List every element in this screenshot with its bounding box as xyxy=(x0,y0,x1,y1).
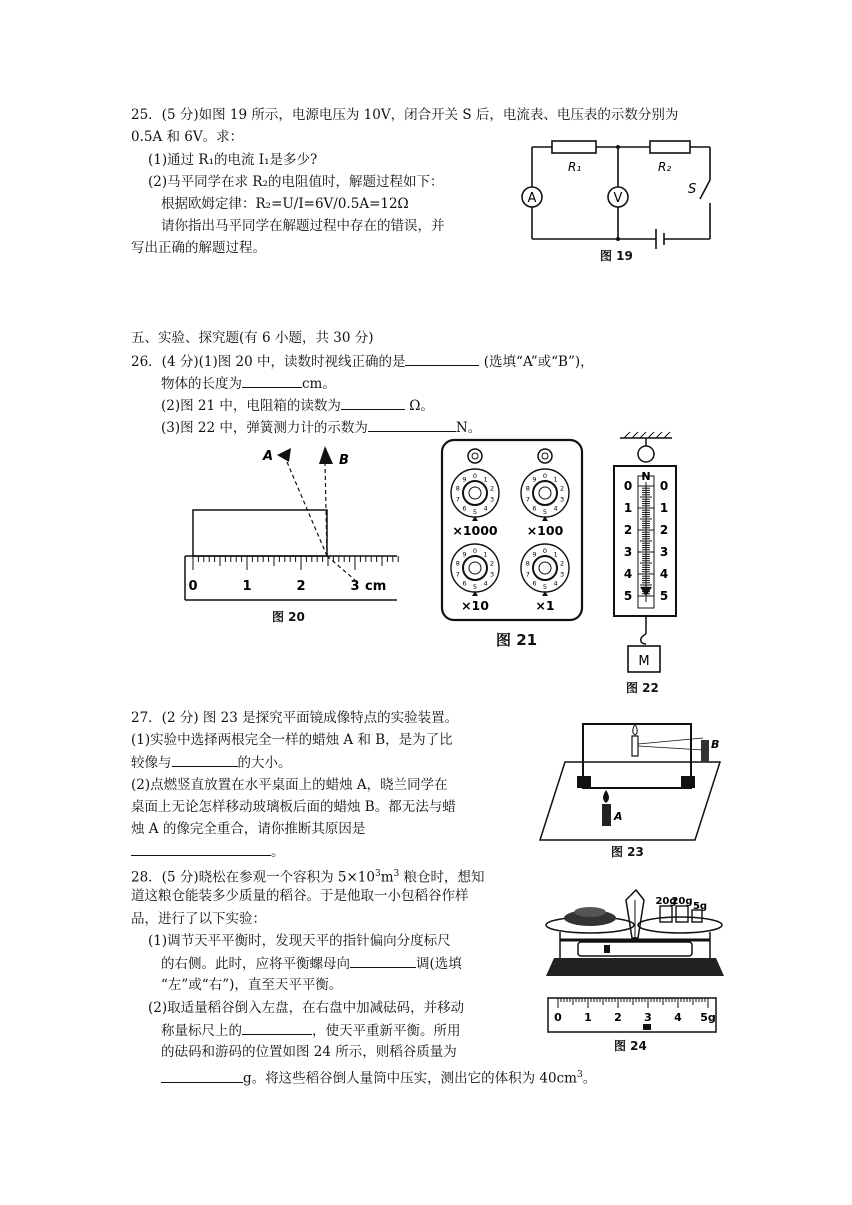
q25-part-1: (1)通过 R₁的电流 I₁是多少? xyxy=(148,152,318,168)
q25-line-5: 根据欧姆定律：R₂=U/I=6V/0.5A=12Ω xyxy=(161,196,409,212)
q28-part-1-hint: 调(选填 xyxy=(416,956,462,972)
svg-text:7: 7 xyxy=(455,495,460,504)
q27-line-7 xyxy=(131,842,285,861)
q27-part-1-text: 较像与 xyxy=(131,755,172,771)
svg-text:4: 4 xyxy=(483,579,488,588)
svg-text:5: 5 xyxy=(542,583,548,591)
q27-line-1: 27．(2 分) 图 23 是探究平面镜成像特点的实验装置。 xyxy=(131,710,459,726)
q27-line-6: 烛 A 的像完全重合，请你推断其原因是 xyxy=(131,821,366,837)
q26-length-unit: cm。 xyxy=(302,376,336,392)
q28-part-1-text: 的右侧。此时，应将平衡螺母向 xyxy=(161,956,350,972)
q26-answer-length[interactable] xyxy=(242,374,302,388)
scale-right-number: 1 xyxy=(659,501,669,515)
svg-text:8: 8 xyxy=(525,484,530,493)
svg-text:2: 2 xyxy=(560,559,565,568)
q26-length-text: 物体的长度为 xyxy=(161,376,242,392)
q28-line-10 xyxy=(161,1066,596,1088)
balance-number: 3 xyxy=(644,1011,652,1024)
q28-part-2-text: 称量标尺上的 xyxy=(161,1023,242,1039)
svg-text:0: 0 xyxy=(542,472,548,480)
q28-line-8 xyxy=(161,1021,461,1040)
svg-text:3: 3 xyxy=(490,570,495,579)
q28-part-1: (1)调节天平平衡时，发现天平的指针偏向分度标尺 xyxy=(148,933,451,949)
figure-19-caption: 图 19 xyxy=(600,249,633,263)
balance-number: 0 xyxy=(554,1011,562,1024)
q27-line-4: (2)点燃竖直放置在水平桌面上的蜡烛 A，晓兰同学在 xyxy=(131,777,448,793)
q28-answer-1[interactable] xyxy=(350,954,416,968)
q28-line-1-text: 28．(5 分)晓松在参观一个容积为 5×10 xyxy=(131,869,375,886)
svg-text:0: 0 xyxy=(472,472,478,480)
scale-right-number: 0 xyxy=(659,479,669,493)
svg-text:0: 0 xyxy=(472,547,478,555)
figure-21-caption: 图 21 xyxy=(496,631,538,649)
scale-left-number: 0 xyxy=(623,479,633,493)
dial-knob[interactable] xyxy=(521,469,569,521)
q26-part-3-unit: N。 xyxy=(455,420,482,436)
q26-part-1-hint: (选填“A”或“B”)， xyxy=(483,354,594,370)
svg-text:8: 8 xyxy=(525,559,530,568)
svg-text:9: 9 xyxy=(532,475,537,484)
ruler-unit: cm xyxy=(365,579,387,594)
svg-text:5: 5 xyxy=(472,583,478,591)
svg-text:6: 6 xyxy=(462,504,467,513)
q26-answer-2[interactable] xyxy=(341,396,405,410)
ruler-number: 3 xyxy=(350,579,360,594)
q26-part-3-text: (3)图 22 中，弹簧测力计的示数为 xyxy=(161,420,368,436)
q28-part-2-end: ，使天平重新平衡。所用 xyxy=(312,1023,461,1039)
svg-text:6: 6 xyxy=(532,504,537,513)
ruler-number: 2 xyxy=(296,579,306,594)
q27-line-2: (1)实验中选择两根完全一样的蜡烛 A 和 B，是为了比 xyxy=(131,732,453,748)
svg-text:9: 9 xyxy=(462,550,467,559)
q25-line-7: 写出正确的解题过程。 xyxy=(131,240,266,256)
q28-line-1-sup: 3 xyxy=(374,869,381,879)
svg-text:3: 3 xyxy=(560,495,565,504)
svg-text:9: 9 xyxy=(462,475,467,484)
scale-right-number: 4 xyxy=(659,567,669,581)
dial-knob[interactable] xyxy=(521,544,569,596)
q28-line-5 xyxy=(161,954,462,973)
q28-answer-2[interactable] xyxy=(242,1021,312,1035)
figure-21-resistance-box xyxy=(440,438,585,623)
switch-label: S xyxy=(688,182,697,197)
q26-line-3 xyxy=(161,396,434,415)
q28-line-1-end: 粮仓时，想知 xyxy=(399,869,485,886)
q28-line-3: 品，进行了以下实验： xyxy=(131,911,266,927)
scale-right-number: 5 xyxy=(659,589,669,603)
section-5-heading: 五、实验、探究题(有 6 小题，共 30 分) xyxy=(131,330,374,346)
svg-text:4: 4 xyxy=(553,504,558,513)
dial-knob[interactable] xyxy=(451,544,499,596)
q27-answer-1[interactable] xyxy=(172,753,238,767)
q28-line-1-unit: m xyxy=(380,869,394,886)
q26-part-2-text: (2)图 21 中，电阻箱的读数为 xyxy=(161,398,341,414)
q26-answer-3[interactable] xyxy=(368,418,456,432)
q26-part-2-unit: Ω。 xyxy=(409,398,434,414)
candle-b-label: B xyxy=(711,738,720,751)
figure-23-mirror xyxy=(525,710,725,840)
dial-multiplier-label: ×1 xyxy=(535,598,555,613)
q25-line-6: 请你指出马平同学在解题过程中存在的错误，并 xyxy=(161,218,445,234)
svg-text:0: 0 xyxy=(542,547,548,555)
dial-multiplier-label: ×10 xyxy=(461,598,489,613)
scale-right-number: 3 xyxy=(659,545,669,559)
q28-line-10-sup: 3 xyxy=(576,1070,583,1080)
svg-text:1: 1 xyxy=(553,475,558,484)
figure-20-ruler xyxy=(185,440,405,605)
q28-line-1-sup2: 3 xyxy=(393,869,400,879)
r2-label: R₂ xyxy=(658,160,672,174)
svg-text:2: 2 xyxy=(490,559,495,568)
svg-text:7: 7 xyxy=(525,570,530,579)
q28-line-2: 道这粮仓能装多少质量的稻谷。于是他取一小包稻谷作样 xyxy=(131,888,469,904)
svg-text:9: 9 xyxy=(532,550,537,559)
svg-text:8: 8 xyxy=(455,559,460,568)
q26-line-2 xyxy=(161,374,336,393)
scale-left-number: 1 xyxy=(623,501,633,515)
dial-multiplier-label: ×1000 xyxy=(452,523,498,538)
svg-text:2: 2 xyxy=(490,484,495,493)
figure-20-caption: 图 20 xyxy=(272,610,305,624)
dial-knob[interactable] xyxy=(451,469,499,521)
q28-line-6: “左”或“右”)，直至天平平衡。 xyxy=(161,977,343,993)
svg-text:1: 1 xyxy=(483,475,488,484)
svg-text:7: 7 xyxy=(455,570,460,579)
scale-left-number: 5 xyxy=(623,589,633,603)
q25-line-2: 0.5A 和 6V。求： xyxy=(131,129,244,145)
q26-answer-1[interactable] xyxy=(405,352,479,366)
q25-part-2: (2)马平同学在求 R₂的电阻值时，解题过程如下： xyxy=(148,174,444,190)
svg-text:2: 2 xyxy=(560,484,565,493)
eye-label-a: A xyxy=(263,449,274,464)
dial-multiplier-label: ×100 xyxy=(526,523,564,538)
figure-22-caption: 图 22 xyxy=(626,681,659,695)
svg-text:8: 8 xyxy=(455,484,460,493)
scale-right-number: 2 xyxy=(659,523,669,537)
eye-label-b: B xyxy=(339,453,349,468)
q28-part-2: (2)取适量稻谷倒入左盘，在右盘中加减砝码，并移动 xyxy=(148,1000,465,1016)
candle-a-label: A xyxy=(614,810,623,823)
svg-text:7: 7 xyxy=(525,495,530,504)
r1-label: R₁ xyxy=(568,160,582,174)
q27-line-5: 桌面上无论怎样移动玻璃板后面的蜡烛 B。都无法与蜡 xyxy=(131,799,456,815)
ruler-number: 1 xyxy=(242,579,252,594)
balance-number: 1 xyxy=(584,1011,592,1024)
svg-text:1: 1 xyxy=(553,550,558,559)
weight-3-label: 5g xyxy=(692,901,708,912)
scale-left-number: 2 xyxy=(623,523,633,537)
svg-text:3: 3 xyxy=(490,495,495,504)
svg-text:5: 5 xyxy=(472,508,478,516)
q28-line-10-end: 。 xyxy=(582,1070,597,1087)
ruler-number: 0 xyxy=(188,579,198,594)
svg-text:4: 4 xyxy=(483,504,488,513)
q27-line-3 xyxy=(131,753,292,772)
q26-line-4 xyxy=(161,418,481,437)
figure-24-caption: 图 24 xyxy=(614,1039,647,1053)
scale-left-number: 4 xyxy=(623,567,633,581)
svg-text:6: 6 xyxy=(532,579,537,588)
q26-line-1 xyxy=(131,352,594,371)
q26-part-1-text: 26．(4 分)(1)图 20 中，读数时视线正确的是 xyxy=(131,354,406,370)
scale-unit: N xyxy=(641,470,651,483)
q25-line-1: 25．(5 分)如图 19 所示，电源电压为 10V，闭合开关 S 后，电流表、电压表的示数分别为 xyxy=(131,107,679,123)
figure-23-caption: 图 23 xyxy=(611,845,644,859)
svg-text:3: 3 xyxy=(560,570,565,579)
q28-answer-3[interactable] xyxy=(161,1069,243,1083)
mass-label: M xyxy=(638,654,650,669)
q27-answer-2[interactable] xyxy=(131,842,271,856)
ammeter-label: A xyxy=(527,191,537,206)
svg-text:4: 4 xyxy=(553,579,558,588)
voltmeter-label: V xyxy=(613,191,623,206)
q28-line-9: 的砝码和游码的位置如图 24 所示，则稻谷质量为 xyxy=(161,1044,457,1060)
q27-part-1-end: 的大小。 xyxy=(237,755,292,771)
weight-1-label: 20g xyxy=(655,896,677,907)
q28-line-1 xyxy=(131,865,485,887)
balance-number: 2 xyxy=(614,1011,622,1024)
balance-number: 5g xyxy=(700,1011,716,1024)
weight-2-label: 20g xyxy=(671,896,693,907)
svg-text:5: 5 xyxy=(542,508,548,516)
q27-line-7-end: 。 xyxy=(271,844,285,860)
svg-text:6: 6 xyxy=(462,579,467,588)
scale-left-number: 3 xyxy=(623,545,633,559)
figure-24-balance xyxy=(540,880,730,1035)
figure-22-spring-scale xyxy=(608,432,684,677)
q28-line-10-text: g。将这些稻谷倒人量筒中压实，测出它的体积为 40cm xyxy=(243,1070,577,1087)
balance-number: 4 xyxy=(674,1011,682,1024)
svg-text:1: 1 xyxy=(483,550,488,559)
